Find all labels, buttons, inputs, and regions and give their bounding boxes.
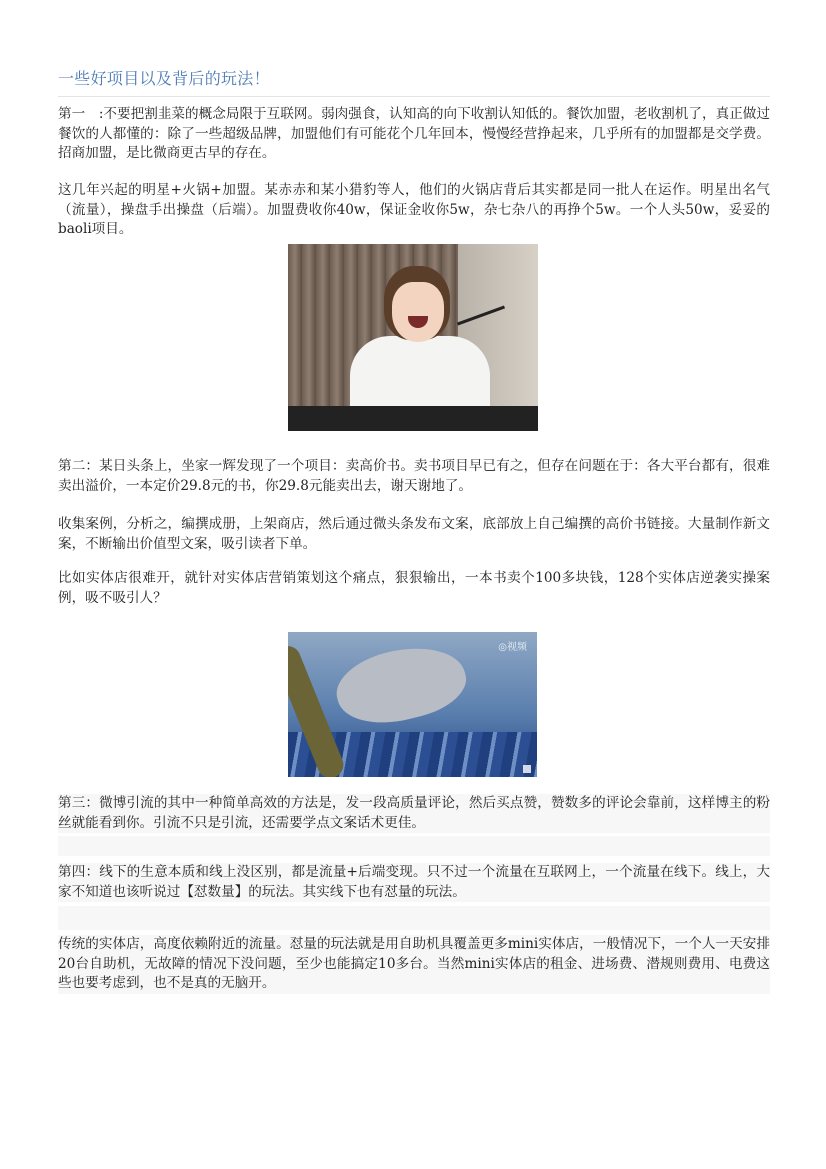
paragraph-1: 第一 :不要把割韭菜的概念局限于互联网。弱肉强食，认知高的向下收割认知低的。餐饮加盟，老收割机了，真正做过餐饮的人都懂的：除了一些超级品牌，加盟他们有可能花个几年回本，慢慢经营挣起来，几乎所有的加盟都是交学费。招商加盟，是比微商更古早的存在。 [58,106,770,161]
shaded-spacer [58,836,770,856]
fish [329,635,472,734]
podium-desk [288,406,538,431]
paragraph-7: 第四：线下的生意本质和线上没区别，都是流量+后端变现。只不过一个流量在互联网上，一个流量在线下。线上，大家不知道也该听说过【怼数量】的玩法。其实线下也有怼量的玩法。 [58,863,770,902]
page-title: 一些好项目以及背后的玩法！ [58,69,270,88]
paragraph-6: 第三：微博引流的其中一种简单高效的方法是，发一段高质量评论，然后买点赞，赞数多的评论会靠前，这样博主的粉丝就能看到你。引流不只是引流，还需要学点文案话术更佳。 [58,794,770,833]
paragraph-5: 比如实体店很难开，就针对实体店营销策划这个痛点，狠狠输出，一本书卖个100多块钱，128个实体店逆袭实操案例，吸不吸引人？ [58,570,770,606]
underwater-video-image[interactable] [288,632,537,777]
volume-icon[interactable] [523,765,531,773]
face [392,282,444,342]
paragraph-2: 这几年兴起的明星+火锅+加盟。某赤赤和某小猎豹等人，他们的火锅店背后其实都是同一批人在运作。明星出名气（流量），操盘手出操盘（后端）。加盟费收你40w，保证金收你5w，杂七杂八的再挣个5w。一个人头50w，妥妥的baoli项目。 [58,182,770,237]
paragraph-4: 收集案例，分析之，编撰成册，上架商店，然后通过微头条发布文案，底部放上自己编撰的高价书链接。大量制作新文案，不断输出价值型文案，吸引读者下单。 [58,516,770,552]
speaker-laughing-image [288,244,538,431]
shaded-spacer [58,906,770,930]
paragraph-8: 传统的实体店，高度依赖附近的流量。怼量的玩法就是用自助机具覆盖更多mini实体店，一般情况下，一个人一天安排20台自助机，无故障的情况下没问题，至少也能搞定10多台。当然mini实体店的租金、进场费、潜规则费用、电费这些也要考虑到，也不是真的无脑开。 [58,935,770,994]
video-badge: ◎视频 [498,642,527,653]
paragraph-3: 第二：某日头条上，坐家一辉发现了一个项目：卖高价书。卖书项目早已有之，但存在问题在于：各大平台都有，很难卖出溢价，一本定价29.8元的书，你29.8元能卖出去，谢天谢地了。 [58,458,770,494]
title-divider [58,96,770,97]
